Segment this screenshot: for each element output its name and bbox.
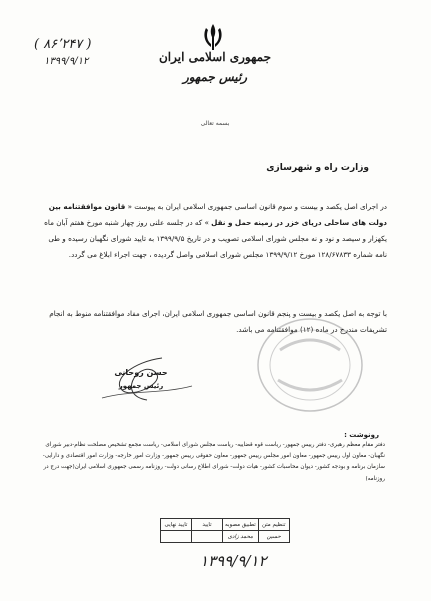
handwritten-date: ۱۳۹۹/۹/۱۲	[200, 552, 267, 570]
letter-date: ۱۳۹۹/۹/۱۲	[44, 56, 89, 67]
signer-name: حسن روحانی	[114, 368, 168, 377]
routing-cell: محمد زادی	[223, 531, 259, 543]
cc-heading: رونوشت :	[344, 431, 379, 439]
letter-number: ( ۸۶٬۲۴۷ )	[34, 37, 92, 52]
routing-header: تایید نهایی	[161, 519, 192, 531]
header-country: جمهوری اسلامی ایران	[158, 50, 272, 64]
routing-header: تطبیق مصوبه	[223, 519, 259, 531]
signature-scribble	[92, 350, 202, 410]
recipient: وزارت راه و شهرسازی	[266, 163, 369, 173]
body-paragraph-1: در اجرای اصل یکصد و بیست و سوم قانون اساسی جمهوری اسلامی ایران به پیوست « قانون موافقتنامه بین دولت های ساحلی دریای خزر در زمینه حمل و نقل » که در جلسه علنی روز چهار شنبه مورخ هفتم آبان ماه یکهزار و سیصد و نود و نه مجلس شورای اسلامی تصویب و در تاریخ ۱۳۹۹/۹/۵ به تایید شورای نگهبان رسیده و طی نامه شماره ۱۲۸/۶۷۸۳۳ مورخ ۱۳۹۹/۹/۱۲ مجلس شورای اسلامی واصل گردیده ، جهت اجراء ابلاغ می گردد.	[44, 202, 387, 259]
bismillah: بسمه تعالی	[200, 120, 230, 127]
routing-table	[160, 518, 290, 543]
header-office: رئیس جمهور	[182, 70, 248, 84]
routing-cell	[161, 531, 192, 543]
body-paragraph-2: با توجه به اصل یکصد و بیست و پنجم قانون اساسی جمهوری اسلامی ایران، اجرای مفاد موافقتنامه منوط به انجام تشریفات مندرج در ماده (۱۲) موافقتنامه می باشد.	[49, 309, 387, 334]
routing-value-row	[161, 531, 290, 543]
cc-list: دفتر مقام معظم رهبری- دفتر رییس جمهور- ریاست قوه قضاییه- ریاست مجلس شورای اسلامی- ریاست مجمع تشخیص مصلحت نظام-دبیر شورای نگهبان- معاون اول رییس جمهور- معاون امور مجلس رییس جمهور- معاون حقوقی رییس جمهور- وزارت امور خارجه- وزارت امور اقتصادی و دارایی- سازمان برنامه و بودجه کشور- دیوان محاسبات کشور- هیات دولت- شورای اطلاع رسانی دولت- روزنامه رسمی جمهوری اسلامی ایران(جهت درج در روزنامه)	[42, 442, 385, 482]
routing-header: تنظیم متن	[258, 519, 289, 531]
routing-header-row	[161, 519, 290, 531]
routing-header: تایید	[192, 519, 223, 531]
iran-emblem-icon	[200, 22, 226, 52]
law-title: قانون موافقتنامه بین دولت های ساحلی دریای خزر در زمینه حمل و نقل	[48, 202, 387, 227]
routing-cell: حسین	[258, 531, 289, 543]
signer-title: رئیس جمهور	[118, 382, 164, 390]
routing-cell	[192, 531, 223, 543]
